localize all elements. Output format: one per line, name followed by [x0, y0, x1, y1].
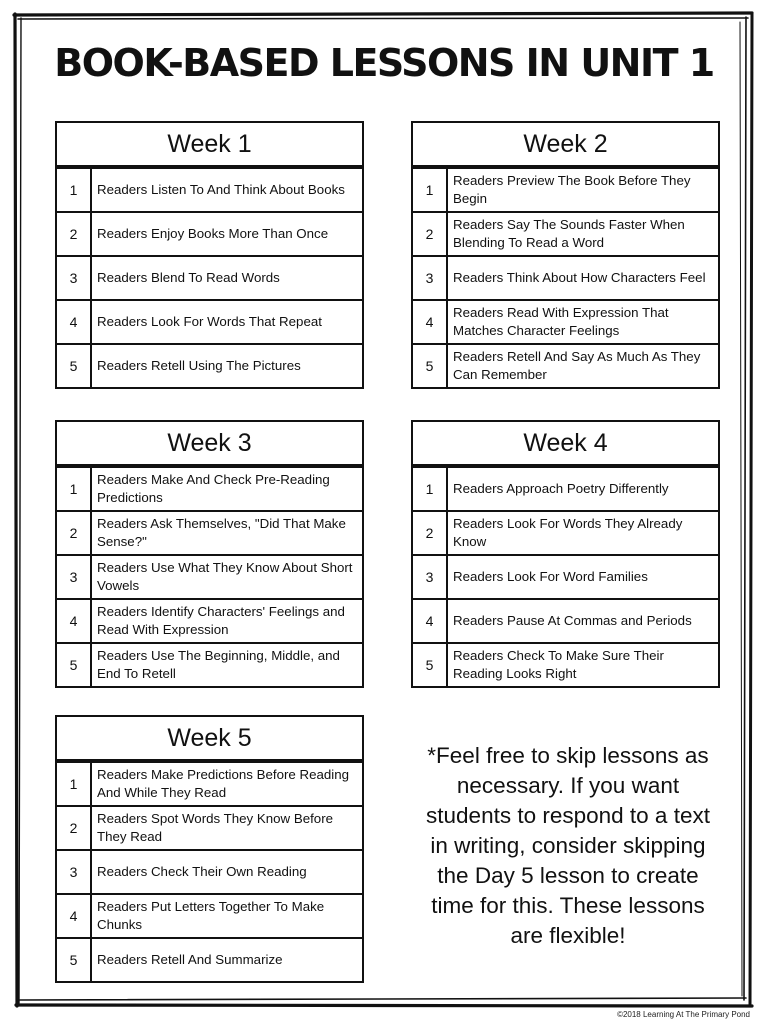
lesson-title: Readers Retell And Summarize	[97, 952, 283, 967]
lesson-row	[57, 893, 362, 937]
lesson-number: 2	[413, 512, 448, 554]
lesson-row	[57, 642, 362, 686]
week-header: Week 1	[57, 123, 362, 167]
lesson-number: 5	[57, 939, 92, 981]
lesson-title: Readers Read With Expression That Matches Character Feelings	[453, 305, 669, 338]
lesson-number: 3	[57, 257, 92, 299]
week-header: Week 2	[413, 123, 718, 167]
lesson-row	[57, 299, 362, 343]
week-5-table	[55, 715, 364, 983]
week-header: Week 5	[57, 717, 362, 761]
lesson-title: Readers Identify Characters' Feelings and Read With Expression	[97, 604, 345, 637]
lesson-title: Readers Use The Beginning, Middle, and End To Retell	[97, 648, 340, 681]
lesson-row	[57, 805, 362, 849]
lesson-row	[413, 642, 718, 686]
lesson-number: 5	[57, 345, 92, 387]
week-4-table	[411, 420, 720, 688]
lesson-row	[413, 255, 718, 299]
lesson-row	[57, 255, 362, 299]
lesson-number: 2	[413, 213, 448, 255]
lesson-number: 2	[57, 213, 92, 255]
lesson-title: Readers Make Predictions Before Reading And While They Read	[97, 767, 350, 800]
page-title: BOOK-BASED LESSONS IN UNIT 1	[54, 41, 714, 85]
lesson-row	[413, 510, 718, 554]
lesson-number: 5	[57, 644, 92, 686]
lesson-title: Readers Use What They Know About Short Vowels	[97, 560, 353, 593]
week-1-table	[55, 121, 364, 389]
lesson-title: Readers Enjoy Books More Than Once	[97, 226, 329, 241]
lesson-title: Readers Blend To Read Words	[97, 270, 280, 285]
lesson-number: 5	[413, 345, 448, 387]
week-header: Week 3	[57, 422, 362, 466]
lesson-title: Readers Check Their Own Reading	[97, 864, 307, 879]
lesson-number: 3	[57, 851, 92, 893]
lesson-row	[57, 466, 362, 510]
lesson-title: Readers Listen To And Think About Books	[97, 182, 345, 197]
lesson-row	[57, 343, 362, 387]
week-3-table	[55, 420, 364, 688]
lesson-row	[413, 466, 718, 510]
lesson-number: 1	[413, 468, 448, 510]
lesson-row	[57, 849, 362, 893]
flexibility-note: *Feel free to skip lessons as necessary. If you want students to respond to a text in writing, consider skipping the Day 5 lesson to create time for this. These lessons are flexible!	[426, 743, 710, 948]
lesson-number: 1	[57, 763, 92, 805]
lesson-row	[57, 554, 362, 598]
lesson-row	[57, 598, 362, 642]
lesson-row	[413, 598, 718, 642]
lesson-number: 3	[57, 556, 92, 598]
lesson-number: 4	[413, 600, 448, 642]
week-2-table	[411, 121, 720, 389]
lesson-title: Readers Put Letters Together To Make Chunks	[97, 899, 325, 932]
lesson-number: 1	[57, 468, 92, 510]
lesson-number: 1	[413, 169, 448, 211]
lesson-title: Readers Preview The Book Before They Begin	[453, 173, 691, 206]
lesson-row	[57, 211, 362, 255]
lesson-row	[413, 211, 718, 255]
lesson-row	[413, 554, 718, 598]
lesson-number: 1	[57, 169, 92, 211]
lesson-title: Readers Spot Words They Know Before They Read	[97, 811, 334, 844]
lesson-row	[57, 761, 362, 805]
lesson-title: Readers Check To Make Sure Their Reading Looks Right	[453, 648, 664, 681]
lesson-title: Readers Pause At Commas and Periods	[453, 613, 692, 628]
lesson-row	[57, 937, 362, 981]
lesson-row	[57, 167, 362, 211]
lesson-title: Readers Make And Check Pre-Reading Predictions	[97, 472, 330, 505]
lesson-number: 5	[413, 644, 448, 686]
lesson-row	[413, 299, 718, 343]
lesson-title: Readers Look For Words That Repeat	[97, 314, 322, 329]
week-header: Week 4	[413, 422, 718, 466]
lesson-number: 4	[413, 301, 448, 343]
lesson-number: 4	[57, 600, 92, 642]
lesson-row	[413, 167, 718, 211]
lesson-row	[57, 510, 362, 554]
lesson-title: Readers Say The Sounds Faster When Blending To Read a Word	[453, 217, 685, 250]
lesson-title: Readers Approach Poetry Differently	[453, 481, 669, 496]
lesson-number: 3	[413, 257, 448, 299]
lesson-title: Readers Think About How Characters Feel	[453, 270, 706, 285]
lesson-title: Readers Retell Using The Pictures	[97, 358, 301, 373]
lesson-number: 3	[413, 556, 448, 598]
copyright-notice: ©2018 Learning At The Primary Pond	[617, 1010, 750, 1019]
lesson-title: Readers Look For Words They Already Know	[453, 516, 683, 549]
lesson-title: Readers Ask Themselves, "Did That Make Sense?"	[97, 516, 346, 549]
lesson-number: 4	[57, 895, 92, 937]
lesson-title: Readers Look For Word Families	[453, 569, 648, 584]
lesson-number: 2	[57, 512, 92, 554]
lesson-number: 4	[57, 301, 92, 343]
lesson-row	[413, 343, 718, 387]
lesson-title: Readers Retell And Say As Much As They Can Remember	[453, 349, 701, 382]
lesson-number: 2	[57, 807, 92, 849]
